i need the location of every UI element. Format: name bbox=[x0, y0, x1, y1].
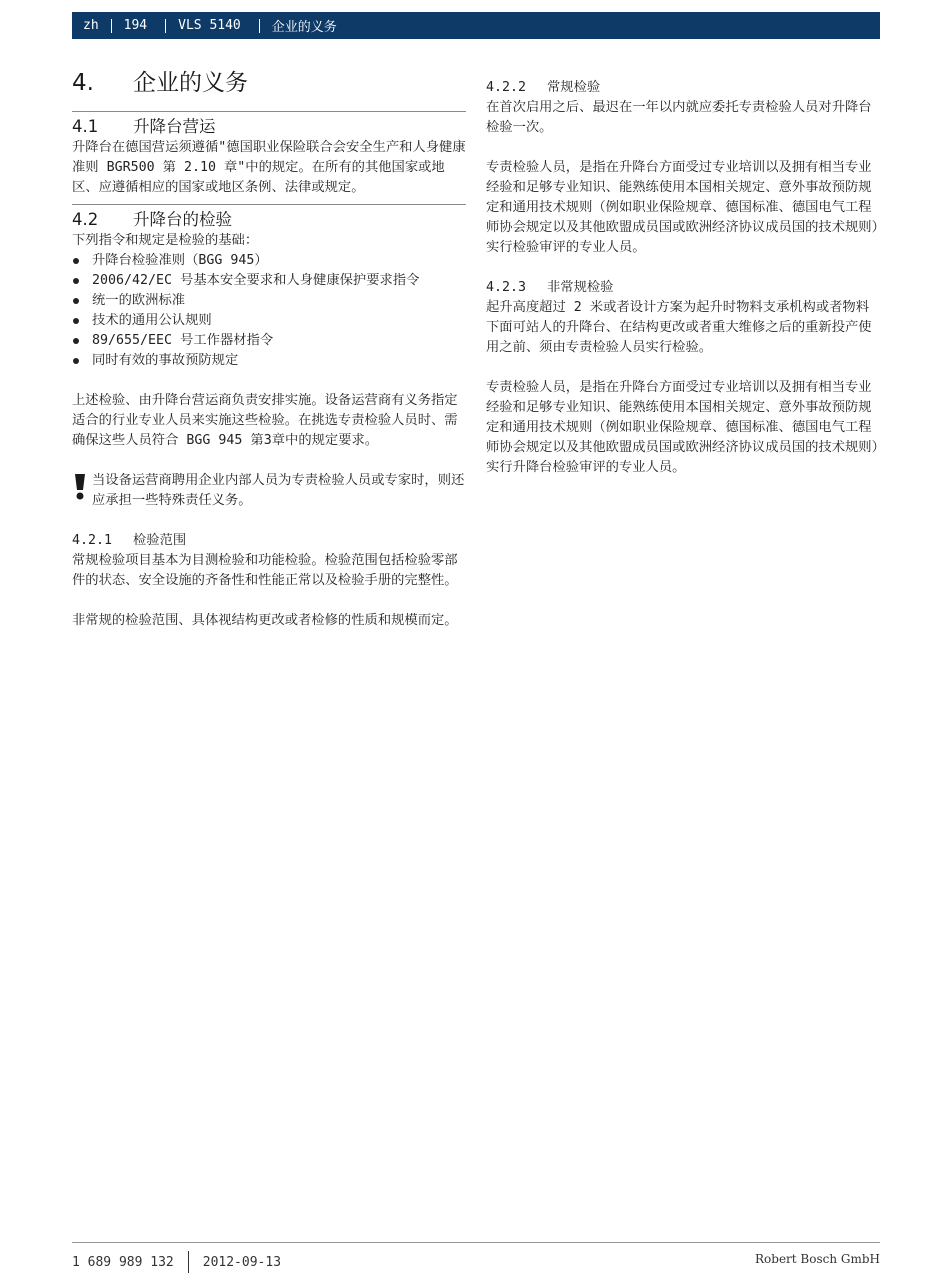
footer-divider-vertical bbox=[188, 1251, 189, 1273]
section-4-2-paragraph: 上述检验、由升降台营运商负责安排实施。设备运营商有义务指定适合的行业专业人员来实施这些检验。在挑选专责检验人员时、需确保这些人员符合 BGG 945 第3章中的规定要求。 bbox=[72, 393, 458, 448]
section-number: 4.2.1 bbox=[72, 533, 113, 548]
section-4-2-3-body-2: 专责检验人员，是指在升降台方面受过专业培训以及拥有相当专业经验和足够专业知识、能熟练使用本国相关规定、意外事故预防规定和通用技术规则（例如职业保险规章、德国标准、德国电气工程师协会规定以及其他欧盟成员国或欧洲经济协议成员国的技术规则）实行升降台检验审评的专业人员。 bbox=[486, 380, 879, 475]
section-4-2-1-body-2: 非常规的检验范围、具体视结构更改或者检修的性质和规模而定。 bbox=[72, 613, 458, 628]
section-4-1-body: 升降台在德国营运须遵循"德国职业保险联合会安全生产和人身健康准则 BGR500 第 2.10 章"中的规定。在所有的其他国家或地区、应遵循相应的国家或地区条例、法律或规定。 bbox=[72, 140, 466, 195]
section-4-2-intro: 下列指令和规定是检验的基础： bbox=[72, 233, 259, 248]
exclamation-icon bbox=[72, 471, 92, 511]
section-number: 4.1 bbox=[72, 117, 99, 136]
section-divider bbox=[72, 111, 466, 112]
left-column bbox=[72, 60, 466, 631]
list-item: 同时有效的事故预防规定 bbox=[72, 351, 466, 371]
page-footer bbox=[72, 1250, 880, 1274]
header-divider bbox=[259, 19, 260, 33]
section-4-1-heading bbox=[72, 116, 466, 138]
chapter-number: 4. bbox=[72, 70, 94, 96]
section-title: 常规检验 bbox=[547, 80, 601, 95]
section-divider bbox=[72, 204, 466, 205]
header-divider bbox=[165, 19, 166, 33]
section-4-2-2-body-1: 在首次启用之后、最迟在一年以内就应委托专责检验人员对升降台检验一次。 bbox=[486, 100, 872, 135]
list-item: 统一的欧洲标准 bbox=[72, 291, 466, 311]
section-4-2-1-heading bbox=[72, 531, 466, 551]
page-header bbox=[72, 12, 880, 39]
notice-box bbox=[72, 471, 466, 511]
section-4-2-heading bbox=[72, 209, 466, 231]
footer-date: 2012-09-13 bbox=[202, 1254, 282, 1270]
section-number: 4.2 bbox=[72, 210, 99, 229]
chapter-title: 企业的义务 bbox=[133, 70, 248, 96]
section-4-2-1-body-1: 常规检验项目基本为目测检验和功能检验。检验范围包括检验零部件的状态、安全设施的齐备性和性能正常以及检验手册的完整性。 bbox=[72, 553, 458, 588]
header-divider bbox=[111, 19, 112, 33]
list-item: 升降台检验准则（BGG 945） bbox=[72, 251, 466, 271]
section-title: 检验范围 bbox=[133, 533, 187, 548]
chapter-heading bbox=[72, 68, 466, 98]
section-title: 升降台的检验 bbox=[133, 210, 232, 229]
header-chapter-title: 企业的义务 bbox=[271, 20, 337, 35]
header-lang: zh bbox=[83, 18, 99, 33]
section-number: 4.2.3 bbox=[486, 280, 527, 295]
list-item: 技术的通用公认规则 bbox=[72, 311, 466, 331]
footer-company: Robert Bosch GmbH bbox=[755, 1252, 880, 1266]
footer-doc-number: 1 689 989 132 bbox=[72, 1254, 174, 1270]
header-model: VLS 5140 bbox=[178, 18, 241, 33]
list-item: 89/655/EEC 号工作器材指令 bbox=[72, 331, 466, 351]
section-4-2-3-heading bbox=[486, 278, 880, 298]
inspection-basis-list bbox=[72, 251, 466, 371]
section-title: 升降台营运 bbox=[133, 117, 216, 136]
list-item: 2006/42/EC 号基本安全要求和人身健康保护要求指令 bbox=[72, 271, 466, 291]
section-title: 非常规检验 bbox=[547, 280, 614, 295]
section-4-2-2-heading bbox=[486, 78, 880, 98]
notice-text: 当设备运营商聘用企业内部人员为专责检验人员或专家时，则还应承担一些特殊责任义务。 bbox=[92, 473, 465, 508]
section-4-2-3-body-1: 起升高度超过 2 米或者设计方案为起升时物料支承机构或者物料下面可站人的升降台、在结构更改或者重大维修之后的重新投产使用之前、须由专责检验人员实行检验。 bbox=[486, 300, 872, 355]
footer-divider bbox=[72, 1242, 880, 1243]
section-4-2-2-body-2: 专责检验人员，是指在升降台方面受过专业培训以及拥有相当专业经验和足够专业知识、能熟练使用本国相关规定、意外事故预防规定和通用技术规则（例如职业保险规章、德国标准、德国电气工程师协会规定以及其他欧盟成员国或欧洲经济协议成员国的技术规则）实行检验审评的专业人员。 bbox=[486, 160, 879, 255]
section-number: 4.2.2 bbox=[486, 80, 527, 95]
header-page-number: 194 bbox=[123, 18, 148, 33]
right-column bbox=[486, 78, 880, 478]
